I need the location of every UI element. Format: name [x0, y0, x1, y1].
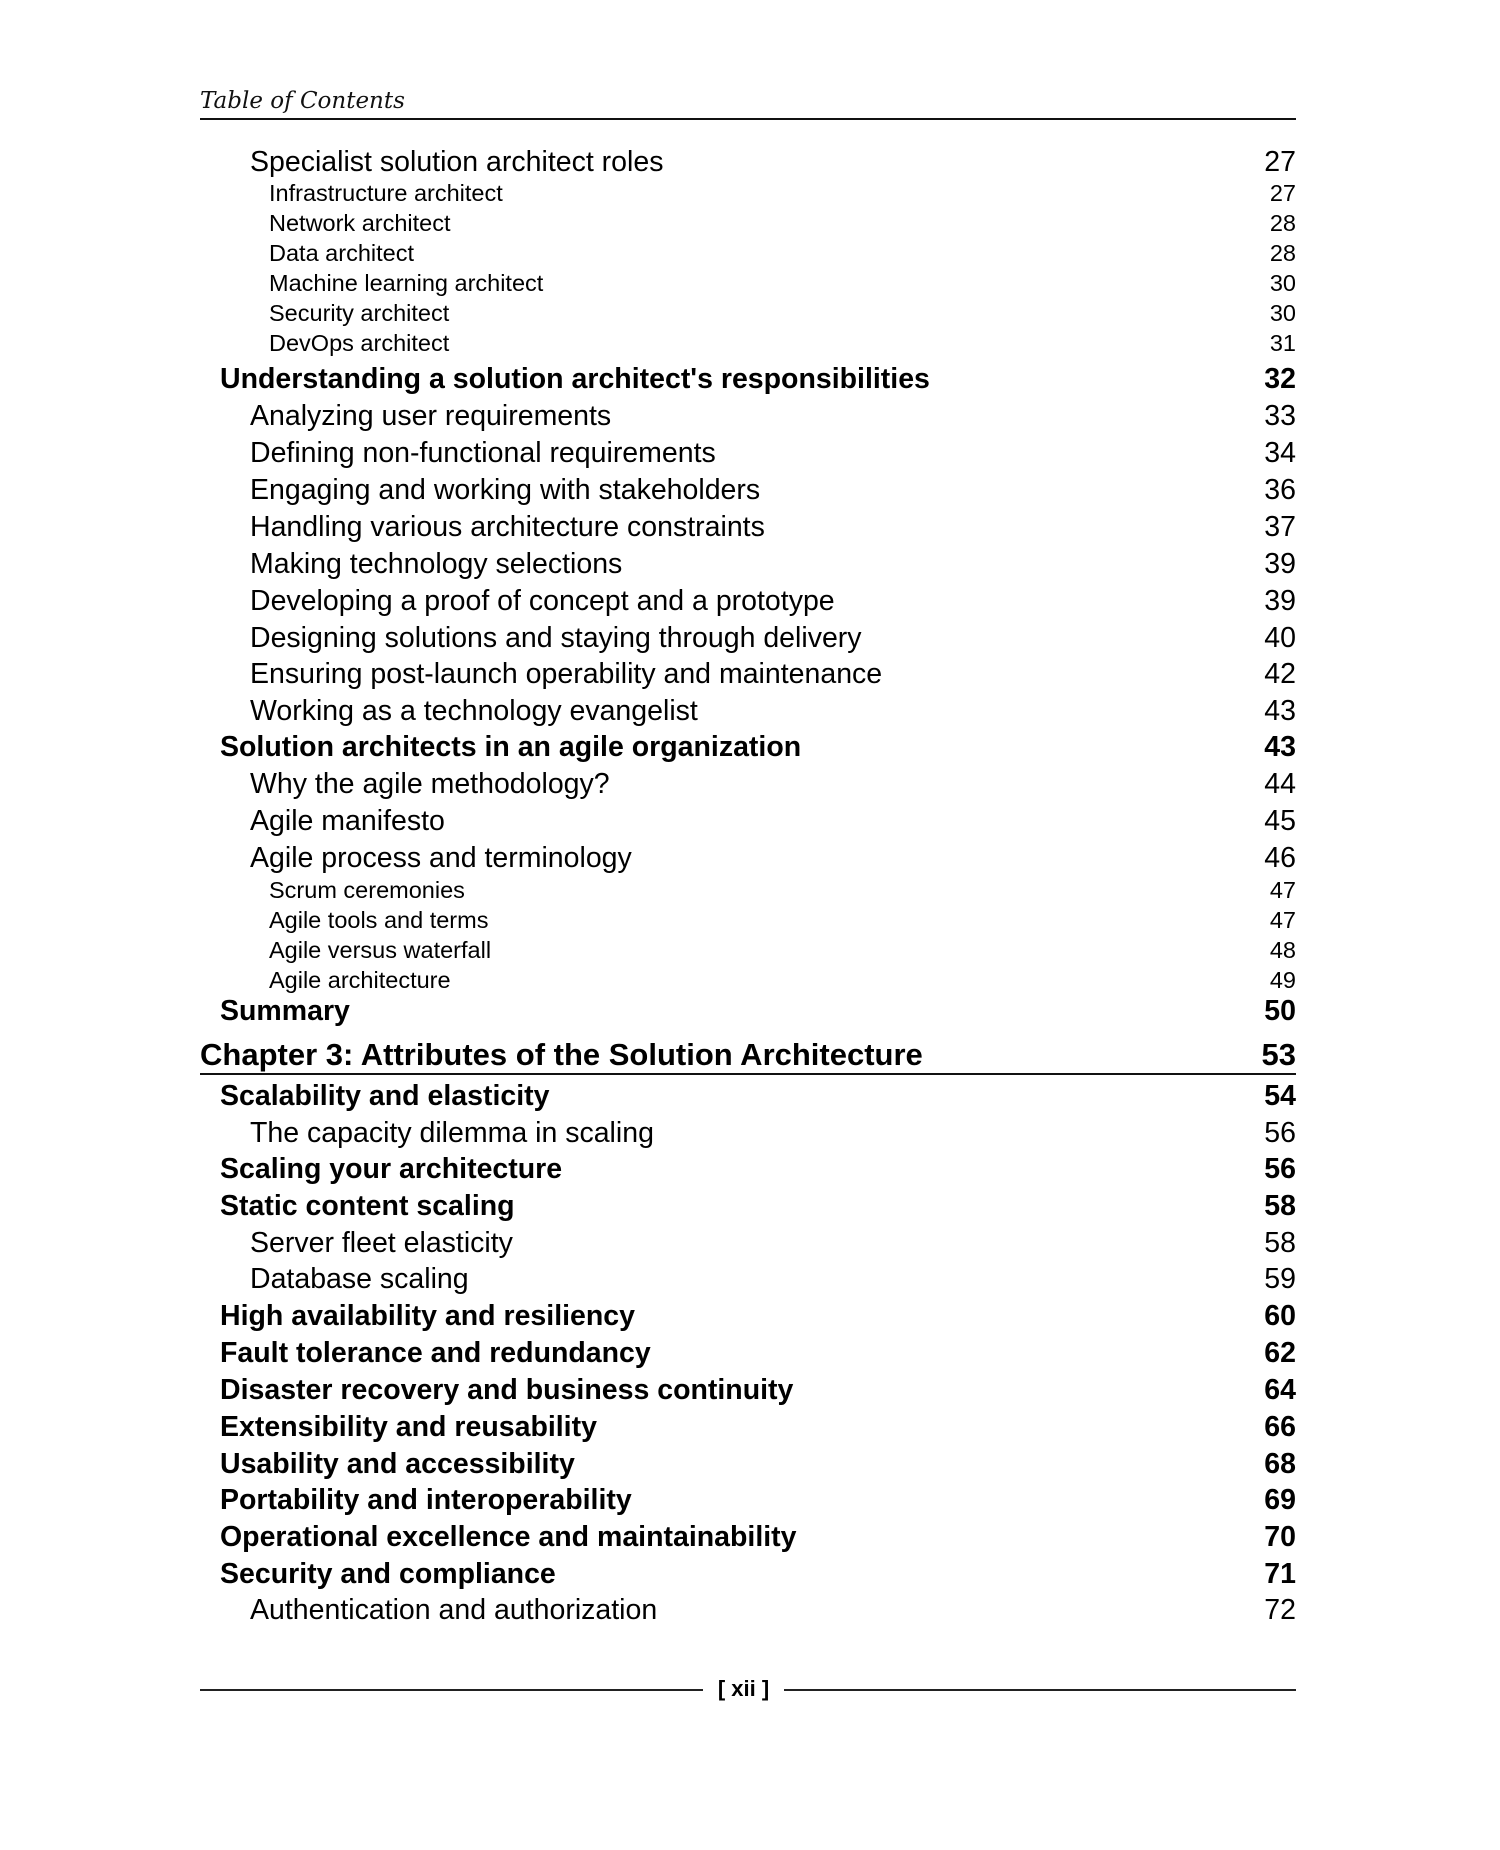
- toc-entry-title: Security architect: [269, 300, 450, 326]
- toc-entry-page-number: 64: [1264, 1374, 1296, 1406]
- toc-entry-page-number: 44: [1264, 768, 1296, 800]
- toc-entry-page-number: 58: [1264, 1190, 1296, 1222]
- toc-entry-title: Fault tolerance and redundancy: [220, 1337, 651, 1369]
- toc-entry-page-number: 30: [1269, 300, 1296, 326]
- toc-entry-page-number: 47: [1269, 907, 1296, 933]
- toc-entry-title: Agile manifesto: [250, 805, 445, 837]
- toc-entry-page-number: 37: [1264, 511, 1296, 543]
- toc-entry-page-number: 59: [1264, 1263, 1296, 1295]
- toc-entry-title: Handling various architecture constraints: [250, 511, 765, 543]
- toc-entry-title: Security and compliance: [220, 1558, 556, 1590]
- toc-entry-page-number: 27: [1269, 180, 1296, 206]
- toc-entry-page-number: 56: [1264, 1153, 1296, 1185]
- toc-entry-title: Data architect: [269, 240, 414, 266]
- toc-entry-page-number: 68: [1264, 1448, 1296, 1480]
- toc-entry-page-number: 56: [1264, 1117, 1296, 1149]
- toc-entry-page-number: 47: [1269, 877, 1296, 903]
- chapter-rule: [200, 1073, 1296, 1075]
- toc-entry-title: Scaling your architecture: [220, 1153, 563, 1185]
- toc-entry-page-number: 39: [1264, 548, 1296, 580]
- toc-entry-title: Machine learning architect: [269, 270, 544, 296]
- running-header: Table of Contents: [200, 88, 405, 114]
- toc-entry-title: Understanding a solution architect's responsibilities: [220, 363, 930, 395]
- toc-entry-page-number: 33: [1264, 400, 1296, 432]
- footer-rule-right: [784, 1689, 1296, 1691]
- toc-entry-title: Solution architects in an agile organization: [220, 731, 802, 763]
- toc-entry-title: Portability and interoperability: [220, 1484, 632, 1516]
- toc-entry-page-number: 62: [1264, 1337, 1296, 1369]
- toc-entry-page-number: 32: [1264, 363, 1296, 395]
- toc-entry-page-number: 42: [1264, 658, 1296, 690]
- toc-entry-title: Server fleet elasticity: [250, 1227, 513, 1259]
- toc-entry-title: Static content scaling: [220, 1190, 515, 1222]
- toc-entry-page-number: 60: [1264, 1300, 1296, 1332]
- toc-entry-page-number: 48: [1269, 937, 1296, 963]
- toc-entry-title: Extensibility and reusability: [220, 1411, 597, 1443]
- toc-entry-page-number: 54: [1264, 1080, 1296, 1112]
- toc-entry-page-number: 49: [1269, 967, 1296, 993]
- toc-entry-title: Why the agile methodology?: [250, 768, 610, 800]
- toc-entry-page-number: 36: [1264, 474, 1296, 506]
- toc-entry-page-number: 39: [1264, 585, 1296, 617]
- toc-entry-title: Summary: [220, 995, 350, 1027]
- toc-entry-title: Designing solutions and staying through delivery: [250, 622, 862, 654]
- toc-entry-page-number: 53: [1261, 1037, 1296, 1072]
- toc-entry-page-number: 50: [1264, 995, 1296, 1027]
- toc-entry-title: Working as a technology evangelist: [250, 695, 698, 727]
- toc-entry-title: Agile versus waterfall: [269, 937, 492, 963]
- toc-entry-page-number: 34: [1264, 437, 1296, 469]
- toc-entry-page-number: 43: [1264, 695, 1296, 727]
- footer-rule-left: [200, 1689, 703, 1691]
- toc-entry-page-number: 45: [1264, 805, 1296, 837]
- toc-entry-title: Defining non-functional requirements: [250, 437, 716, 469]
- toc-entry-page-number: 28: [1269, 240, 1296, 266]
- toc-entry-page-number: 46: [1264, 842, 1296, 874]
- toc-entry-page-number: 72: [1264, 1594, 1296, 1626]
- toc-entry-page-number: 71: [1264, 1558, 1296, 1590]
- toc-entry-title: DevOps architect: [269, 330, 450, 356]
- toc-entry-title: Infrastructure architect: [269, 180, 503, 206]
- toc-entry-title: Agile tools and terms: [269, 907, 489, 933]
- toc-entry-title: Developing a proof of concept and a prototype: [250, 585, 835, 617]
- toc-entry-title: Engaging and working with stakeholders: [250, 474, 761, 506]
- toc-entry-title: Scalability and elasticity: [220, 1080, 550, 1112]
- toc-entry-page-number: 43: [1264, 731, 1296, 763]
- toc-entry-page-number: 30: [1269, 270, 1296, 296]
- toc-entry-page-number: 66: [1264, 1411, 1296, 1443]
- toc-entry-page-number: 27: [1264, 146, 1296, 178]
- toc-entry-title: Disaster recovery and business continuity: [220, 1374, 794, 1406]
- toc-entry-page-number: 70: [1264, 1521, 1296, 1553]
- toc-entry-title: High availability and resiliency: [220, 1300, 635, 1332]
- toc-entry-title: Database scaling: [250, 1263, 469, 1295]
- toc-entry-page-number: 31: [1269, 330, 1296, 356]
- toc-entry-title: Making technology selections: [250, 548, 623, 580]
- toc-entry-page-number: 69: [1264, 1484, 1296, 1516]
- toc-entry-title: Agile process and terminology: [250, 842, 632, 874]
- toc-entry-page-number: 58: [1264, 1227, 1296, 1259]
- toc-entry-title: Analyzing user requirements: [250, 400, 612, 432]
- toc-entry-title: Authentication and authorization: [250, 1594, 658, 1626]
- toc-entry-title: Chapter 3: Attributes of the Solution Architecture: [200, 1037, 923, 1072]
- page-number: [ xii ]: [717, 1676, 770, 1701]
- toc-entry-title: Agile architecture: [269, 967, 451, 993]
- toc-entry-title: Network architect: [269, 210, 451, 236]
- toc-entry-page-number: 40: [1264, 622, 1296, 654]
- toc-entry-title: The capacity dilemma in scaling: [250, 1117, 654, 1149]
- toc-entry-title: Operational excellence and maintainability: [220, 1521, 797, 1553]
- toc-entry-title: Usability and accessibility: [220, 1448, 575, 1480]
- toc-entry-page-number: 28: [1269, 210, 1296, 236]
- toc-entry-title: Ensuring post-launch operability and maintenance: [250, 658, 883, 690]
- toc-entry-title: Specialist solution architect roles: [250, 146, 664, 178]
- toc-entry-title: Scrum ceremonies: [269, 877, 465, 903]
